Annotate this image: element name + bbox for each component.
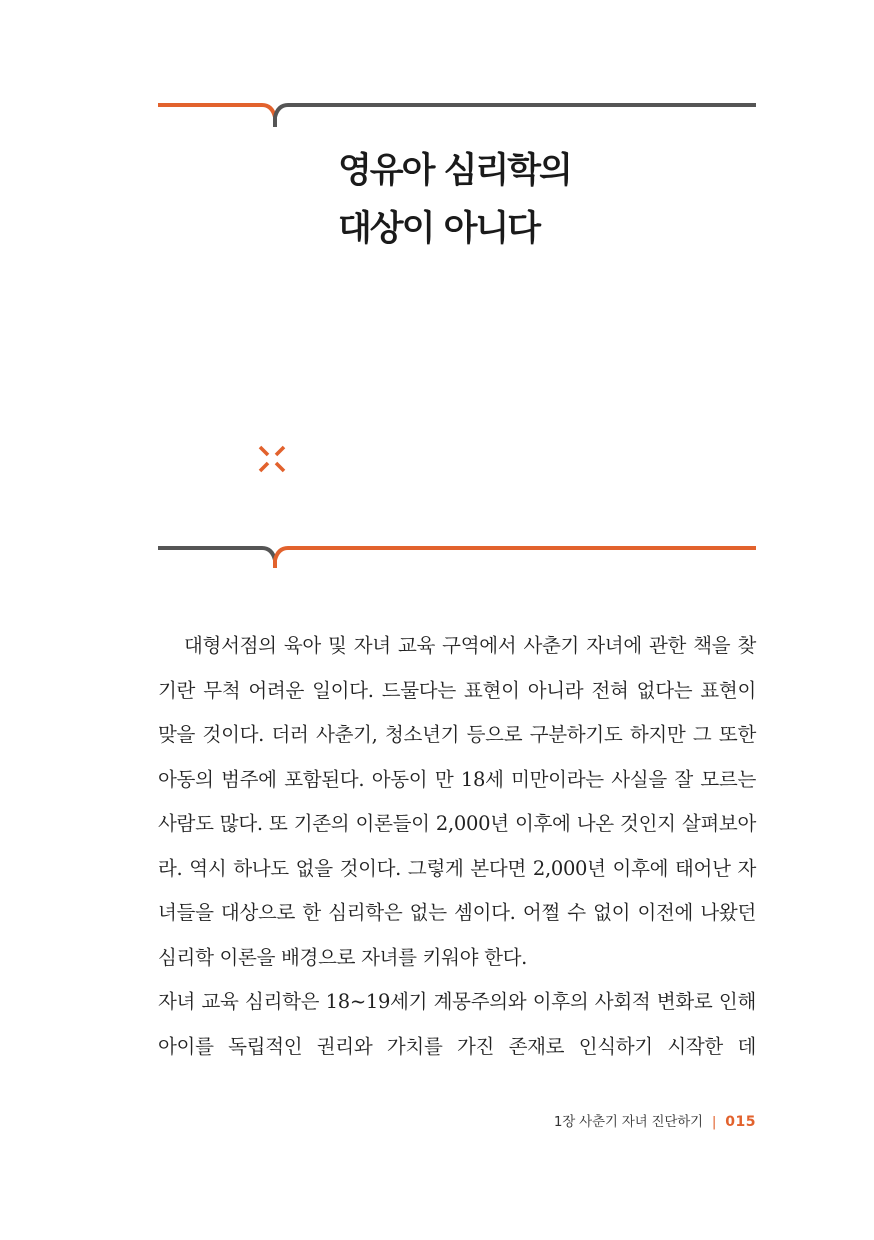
paragraph-1: 대형서점의 육아 및 자녀 교육 구역에서 사춘기 자녀에 관한 책을 찾기란 무척 어려운 일이다. 드물다는 표현이 아니라 전혀 없다는 표현이 맞을 것이다. 더러 사춘기, 청소년기 등으로 구분하기도 하지만 그 또한 아동의 범주에 포함된다. 아동이 만 18세 미만이라는 사실을 잘 모르는 사람도 많다. 또 기존의 이론들이 2,000년 이후에 나온 것인지 살펴보아라. 역시 하나도 없을 것이다. 그렇게 본다면 2,000년 이후에 태어난 자녀들을 대상으로 한 심리학은 없는 셈이다. 어쩔 수 없이 이전에 나왔던 심리학 이론을 배경으로 자녀를 키워야 한다. [158, 634, 756, 969]
page-footer [554, 1110, 756, 1130]
bottom-divider [158, 544, 756, 568]
footer-separator: | [711, 1114, 717, 1130]
chapter-title-line-2: 대상이 아니다 [338, 209, 540, 249]
running-head: 1장 사춘기 자녀 진단하기 [553, 1114, 703, 1130]
top-divider [158, 103, 756, 127]
chapter-title-line-1: 영유아 심리학의 [338, 151, 571, 191]
chapter-title [338, 142, 571, 258]
page-number: 015 [725, 1114, 756, 1130]
body-text [158, 624, 756, 1069]
paragraph-2: 자녀 교육 심리학은 18~19세기 계몽주의와 이후의 사회적 변화로 인해 아이를 독립적인 권리와 가치를 가진 존재로 인식하기 시작한 데 [158, 990, 756, 1058]
x-ornament-icon [258, 445, 286, 473]
